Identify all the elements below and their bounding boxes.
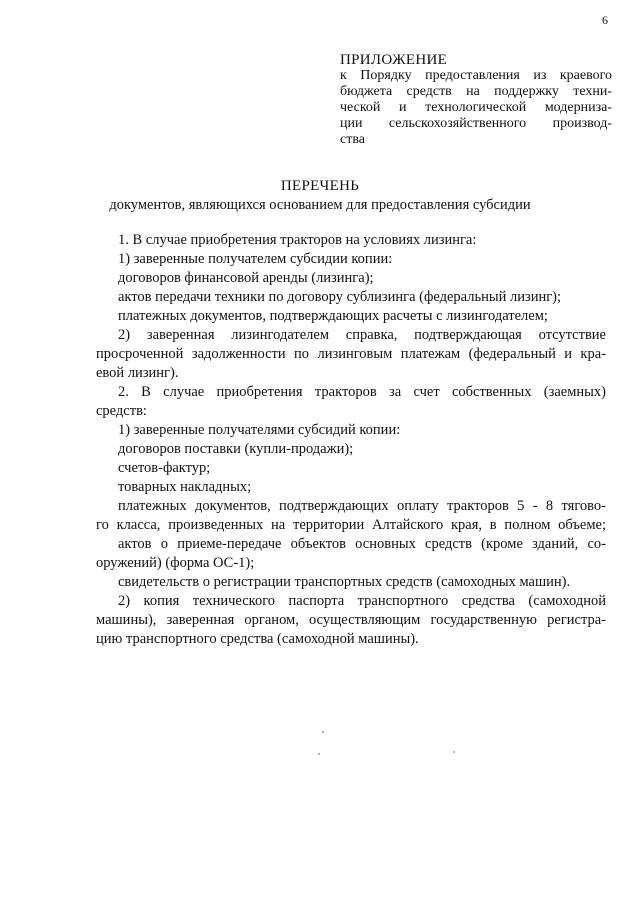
body-line: средств: <box>96 403 147 419</box>
body-line: евой лизинг). <box>96 365 179 381</box>
body-line: актов о приеме-передаче объектов основных средств (кроме зданий, со- <box>118 536 606 552</box>
body-line: платежных документов, подтверждающих оплату тракторов 5 - 8 тягово- <box>118 498 606 514</box>
body-line: 2) заверенная лизингодателем справка, подтверждающая отсутствие <box>118 327 606 343</box>
body-line: договоров поставки (купли-продажи); <box>118 441 354 457</box>
scan-speck <box>453 751 455 753</box>
body-line: просроченной задолженности по лизинговым платежам (федеральный и кра- <box>96 346 606 362</box>
appendix-line: ческой и технологической модерниза- <box>340 100 612 115</box>
appendix-line: ства <box>340 132 365 147</box>
scan-speck <box>318 753 320 755</box>
body-line: машины), заверенная органом, осуществляющим государственную регистра- <box>96 612 606 628</box>
body-line: актов передачи техники по договору сублизинга (федеральный лизинг); <box>118 289 562 305</box>
appendix-line: бюджета средств на поддержку техни- <box>340 84 612 99</box>
body-line: 1) заверенные получателями субсидий копии: <box>118 422 401 438</box>
body-line: го класса, произведенных на территории Алтайского края, в полном объеме; <box>96 517 606 533</box>
body-line: 1) заверенные получателем субсидии копии: <box>118 251 393 267</box>
appendix-block <box>340 52 612 148</box>
document-title: ПЕРЕЧЕНЬ <box>280 178 360 194</box>
appendix-line: ции сельскохозяйственного производ- <box>340 116 612 131</box>
appendix-line: к Порядку предоставления из краевого <box>340 68 612 83</box>
body-line: 2. В случае приобретения тракторов за счет собственных (заемных) <box>118 384 606 400</box>
body-line: 1. В случае приобретения тракторов на условиях лизинга: <box>118 232 477 248</box>
document-subtitle: документов, являющихся основанием для предоставления субсидии <box>109 197 531 213</box>
body-line: свидетельств о регистрации транспортных средств (самоходных машин). <box>118 574 571 590</box>
page-number: 6 <box>602 13 608 27</box>
body-line: платежных документов, подтверждающих расчеты с лизингодателем; <box>118 308 548 324</box>
body-line: цию транспортного средства (самоходной машины). <box>96 631 419 647</box>
body-line: товарных накладных; <box>118 479 252 495</box>
appendix-title: ПРИЛОЖЕНИЕ <box>340 52 448 68</box>
body-line: договоров финансовой аренды (лизинга); <box>118 270 374 286</box>
body-line: счетов-фактур; <box>118 460 211 476</box>
document-body <box>96 231 606 649</box>
body-line: оружений) (форма ОС-1); <box>96 555 255 571</box>
body-line: 2) копия технического паспорта транспортного средства (самоходной <box>118 593 606 609</box>
scan-speck <box>322 731 324 733</box>
